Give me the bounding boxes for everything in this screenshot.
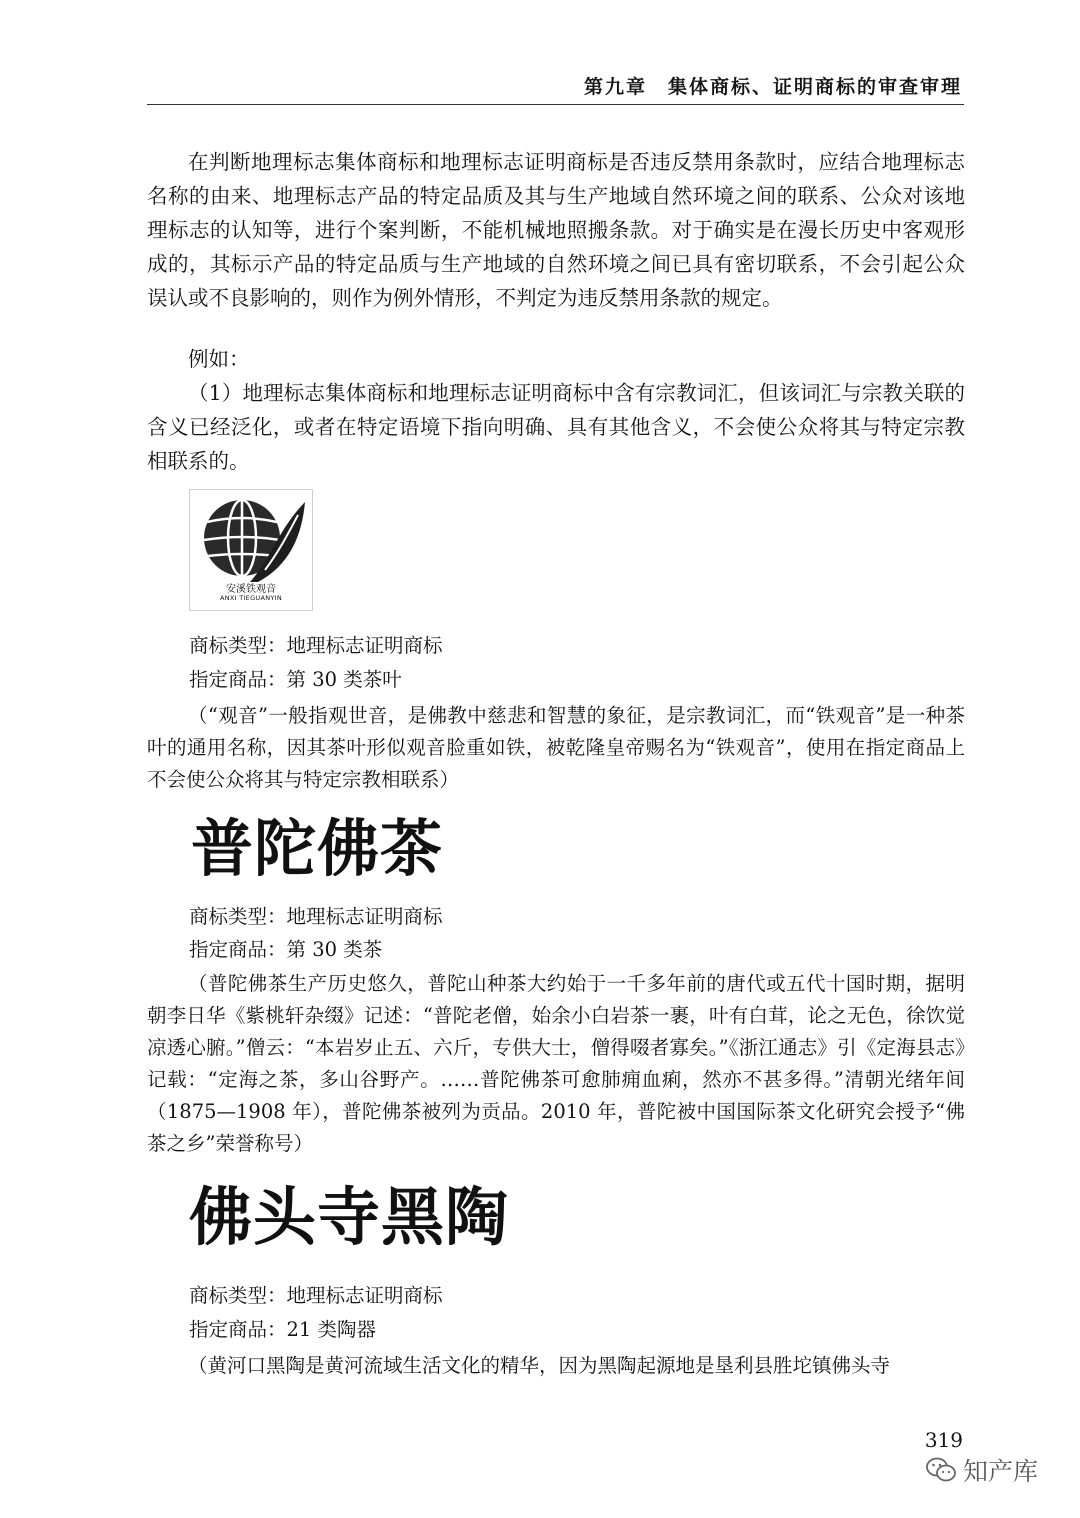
watermark-text: 知产库	[963, 1457, 1039, 1486]
logo-text-cn: 安溪铁观音	[226, 584, 276, 595]
globe-leaf-icon	[190, 490, 312, 585]
explanation-1: （“观音”一般指观世音，是佛教中慈悲和智慧的象征，是宗教词汇，而“铁观音”是一种茶叶的通用名称，因其茶叶形似观音脸重如铁，被乾隆皇帝赐名为“铁观音”，使用在指定商品上不会使公众将其与特定宗教相联系）	[147, 704, 965, 791]
wechat-icon	[925, 1456, 957, 1484]
logo-text-en: ANXI TIEGUANYIN	[219, 594, 283, 602]
paragraph-item-1: （1）地理标志集体商标和地理标志证明商标中含有宗教词汇，但该词汇与宗教关联的含义已经泛化，或者在特定语境下指向明确、具有其他含义，不会使公众将其与特定宗教相联系的。	[147, 381, 965, 473]
wordmark-fotousi-heitao: 佛头寺黑陶	[189, 1181, 509, 1254]
paragraph-example-intro: 例如：	[188, 347, 250, 371]
explanation-3: （黄河口黑陶是黄河流域生活文化的精华，因为黑陶起源地是垦利县胜坨镇佛头寺	[188, 1354, 891, 1377]
page-number: 319	[924, 1428, 963, 1452]
mark-type-2: 商标类型：地理标志证明商标	[189, 905, 443, 928]
wordmark-putuo-focha: 普陀佛茶	[191, 812, 444, 885]
designated-goods-2: 指定商品：第 30 类茶	[189, 938, 383, 961]
running-header	[147, 70, 964, 105]
chapter-title: 第九章 集体商标、证明商标的审查审理	[583, 76, 962, 98]
paragraph-main: 在判断地理标志集体商标和地理标志证明商标是否违反禁用条款时，应结合地理标志名称的由来、地理标志产品的特定品质及其与生产地域自然环境之间的联系、公众对该地理标志的认知等，进行个案判断，不能机械地照搬条款。对于确实是在漫长历史中客观形成的，其标示产品的特定品质与生产地域的自然环境之间已具有密切联系，不会引起公众误认或不良影响的，则作为例外情形，不判定为违反禁用条款的规定。	[147, 150, 965, 310]
designated-goods-1: 指定商品：第 30 类茶叶	[189, 668, 402, 691]
watermark	[925, 1453, 1038, 1487]
mark-type-1: 商标类型：地理标志证明商标	[189, 634, 443, 657]
designated-goods-3: 指定商品：21 类陶器	[189, 1318, 377, 1341]
mark-type-3: 商标类型：地理标志证明商标	[189, 1284, 443, 1307]
explanation-2: （普陀佛茶生产历史悠久，普陀山种茶大约始于一千多年前的唐代或五代十国时期，据明朝李日华《紫桃轩杂缀》记述：“普陀老僧，始余小白岩茶一裹，叶有白茸，论之无色，徐饮觉凉透心腑。”僧云：“本岩岁止五、六斤，专供大士，僧得啜者寡矣。”《浙江通志》引《定海县志》记载：“定海之茶，多山谷野产。……普陀佛茶可愈肺痈血痢，然亦不甚多得。”清朝光绪年间（1875—1908 年），普陀佛茶被列为贡品。2010 年，普陀被中国国际茶文化研究会授予“佛茶之乡”荣誉称号）	[147, 972, 965, 1155]
tieguanyin-logo	[189, 489, 313, 611]
